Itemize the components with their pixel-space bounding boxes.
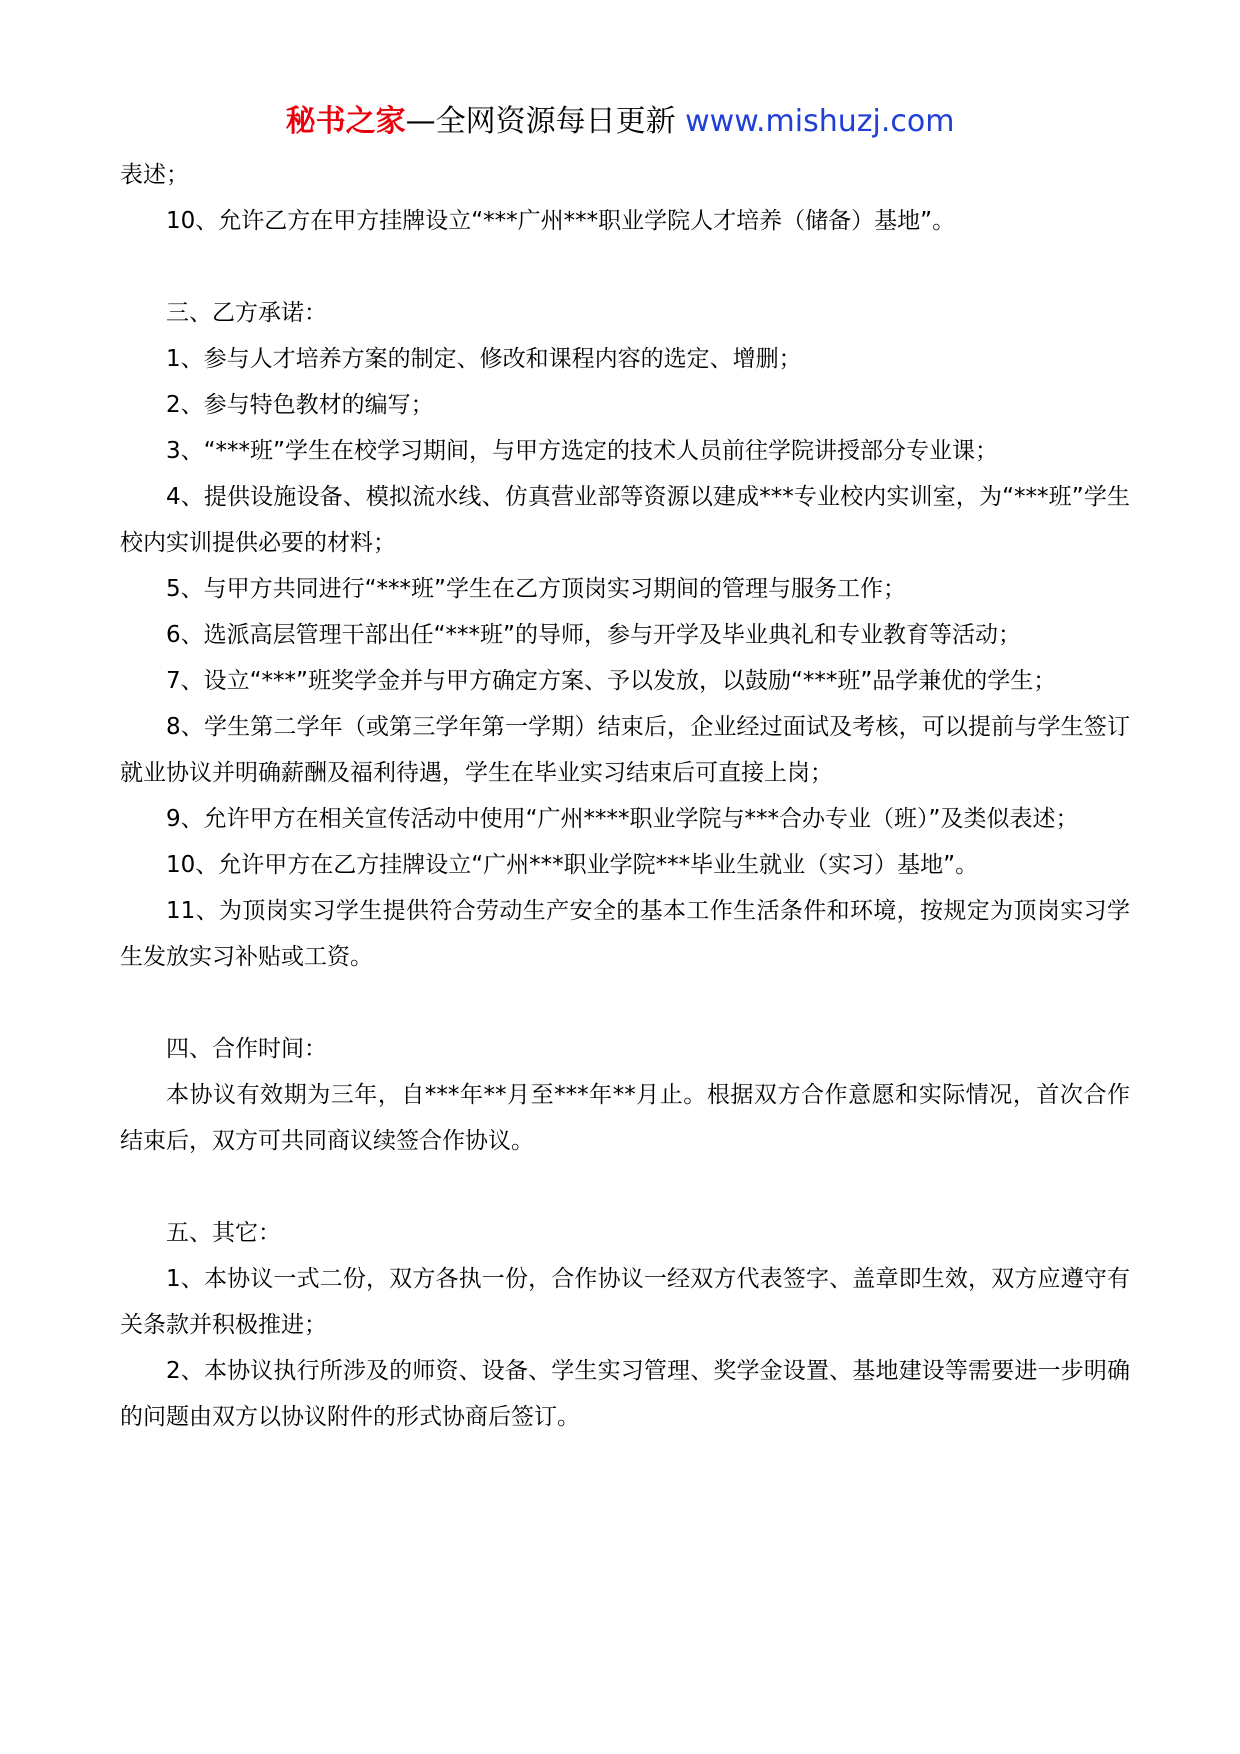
- section3-item-2: 2、参与特色教材的编写；: [166, 392, 434, 418]
- section3-item-5: 5、与甲方共同进行“***班”学生在乙方顶岗实习期间的管理与服务工作；: [166, 576, 906, 602]
- header-tagline: —全网资源每日更新: [405, 104, 676, 139]
- section3-item-1: 1、参与人才培养方案的制定、修改和课程内容的选定、增删；: [166, 346, 802, 372]
- header-brand: 秘书之家: [285, 104, 406, 139]
- section3-item-3: 3、“***班”学生在校学习期间，与甲方选定的技术人员前往学院讲授部分专业课；: [166, 438, 998, 464]
- section5-item-1: 1、本协议一式二份，双方各执一份，合作协议一经双方代表签字、盖章即生效，双方应遵守有关条款并积极推进；: [120, 1266, 1130, 1338]
- continuation-item-10: 10、允许乙方在甲方挂牌设立“***广州***职业学院人才培养（储备）基地”。: [166, 208, 956, 234]
- section5-item-2: 2、本协议执行所涉及的师资、设备、学生实习管理、奖学金设置、基地建设等需要进一步明确的问题由双方以协议附件的形式协商后签订。: [120, 1358, 1130, 1430]
- document-body: [120, 152, 1130, 1440]
- section3-item-11: 11、为顶岗实习学生提供符合劳动生产安全的基本工作生活条件和环境，按规定为顶岗实习学生发放实习补贴或工资。: [120, 898, 1130, 970]
- section5-heading: 五、其它：: [166, 1220, 281, 1246]
- site-header: [0, 102, 1240, 142]
- section4-body: 本协议有效期为三年，自***年**月至***年**月止。根据双方合作意愿和实际情况，首次合作结束后，双方可共同商议续签合作协议。: [120, 1082, 1130, 1154]
- section4-heading: 四、合作时间：: [166, 1036, 327, 1062]
- section3-item-4: 4、提供设施设备、模拟流水线、仿真营业部等资源以建成***专业校内实训室，为“***班”学生校内实训提供必要的材料；: [120, 484, 1130, 556]
- section3-item-6: 6、选派高层管理干部出任“***班”的导师，参与开学及毕业典礼和专业教育等活动；: [166, 622, 1021, 648]
- section3-item-8: 8、学生第二学年（或第三学年第一学期）结束后，企业经过面试及考核，可以提前与学生签订就业协议并明确薪酬及福利待遇，学生在毕业实习结束后可直接上岗；: [120, 714, 1130, 786]
- section3-item-9: 9、允许甲方在相关宣传活动中使用“广州****职业学院与***合办专业（班）”及类似表述；: [166, 806, 1079, 832]
- section3-item-7: 7、设立“***”班奖学金并与甲方确定方案、予以发放，以鼓励“***班”品学兼优的学生；: [166, 668, 1057, 694]
- continuation-line: 表述；: [120, 162, 189, 188]
- section3-item-10: 10、允许甲方在乙方挂牌设立“广州***职业学院***毕业生就业（实习）基地”。: [166, 852, 979, 878]
- section3-heading: 三、乙方承诺：: [166, 300, 327, 326]
- header-url-link[interactable]: www.mishuzj.com: [685, 104, 955, 139]
